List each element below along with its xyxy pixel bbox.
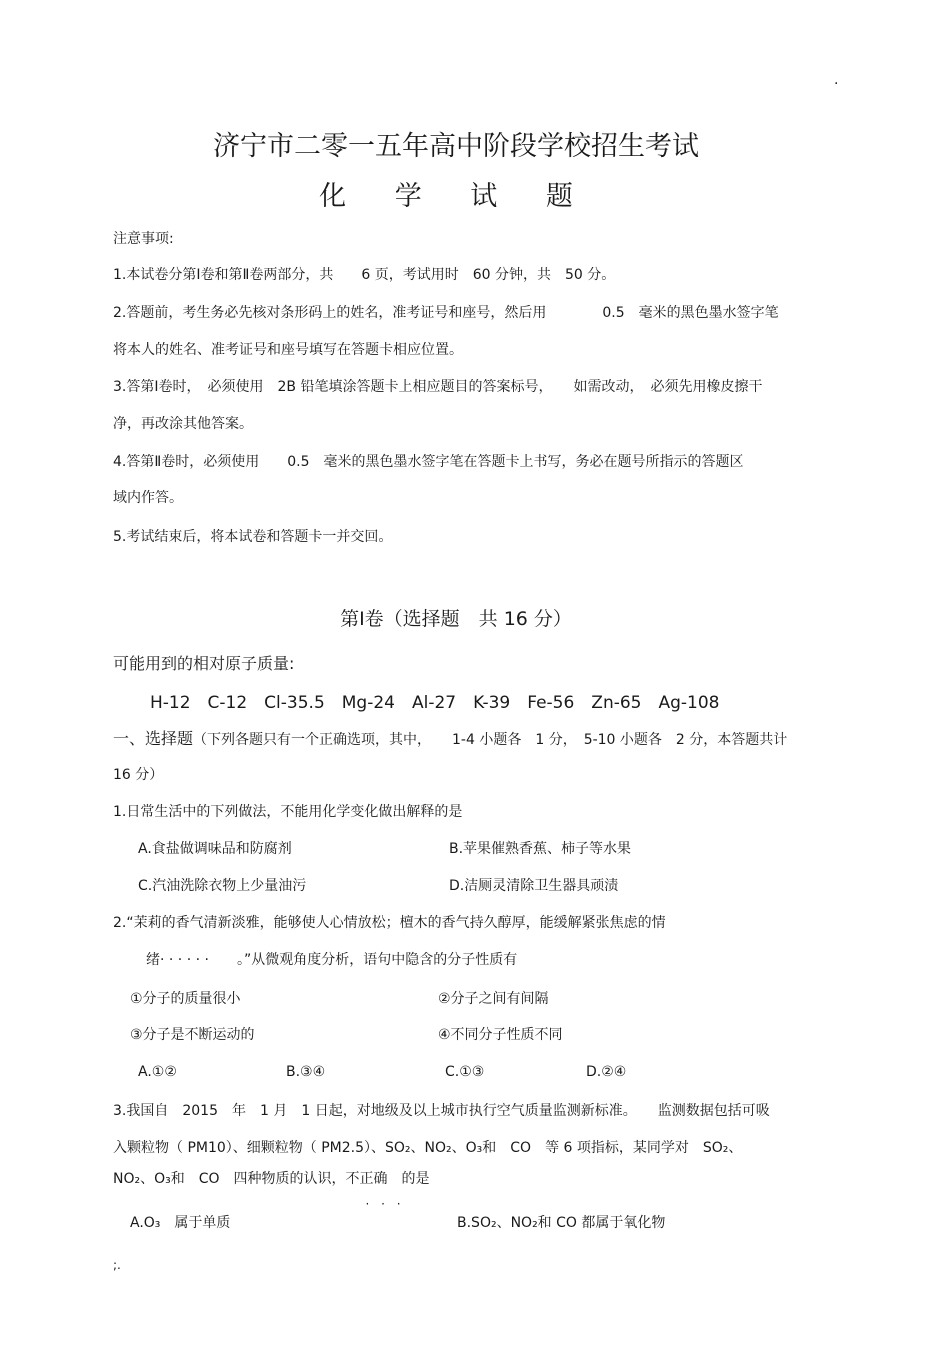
notice-item-5: 5.考试结束后，将本试卷和答题卡一并交回。 xyxy=(113,529,393,545)
question-2-statement-4: ④不同分子性质不同 xyxy=(438,1027,563,1043)
footer-mark: ;. xyxy=(113,1258,121,1272)
exam-subject: 化 学 试 题 xyxy=(319,181,593,212)
question-2-stem-line-1: 2.“茉莉的香气清新淡雅，能够使人心情放松；檀木的香气持久醇厚，能缓解紧张焦虑的情 xyxy=(113,915,666,931)
atomic-mass-heading: 可能用到的相对原子质量: xyxy=(113,654,295,673)
question-2-statement-2: ②分子之间有间隔 xyxy=(438,991,549,1007)
question-2-statement-1: ①分子的质量很小 xyxy=(130,991,241,1007)
question-2-option-c: C.①③ xyxy=(445,1064,485,1080)
question-1-option-b: B.苹果催熟香蕉、柿子等水果 xyxy=(449,841,632,857)
notice-item-1: 1.本试卷分第Ⅰ卷和第Ⅱ卷两部分，共 6 页，考试用时 60 分钟，共 50 分。 xyxy=(113,267,616,283)
notice-item-3-line-2: 净，再改涂其他答案。 xyxy=(113,416,253,432)
emphasis-dots: · · · xyxy=(365,1197,405,1211)
notice-item-3-line-1: 3.答第Ⅰ卷时， 必须使用 2B 铅笔填涂答题卡上相应题目的答案标号， 如需改动， 必须先用橡皮擦干 xyxy=(113,379,763,395)
question-1-option-d: D.洁厕灵清除卫生器具顽渍 xyxy=(449,878,619,894)
question-2-option-b: B.③④ xyxy=(286,1064,326,1080)
corner-mark: · xyxy=(834,76,839,92)
question-1-option-a: A.食盐做调味品和防腐剂 xyxy=(138,841,292,857)
notice-item-4-line-1: 4.答第Ⅱ卷时，必须使用 0.5 毫米的黑色墨水签字笔在答题卡上书写，务必在题号所指示的答题区 xyxy=(113,454,744,470)
question-3-stem-end: 的是 xyxy=(401,1171,430,1187)
part-1-title: 一、选择题 xyxy=(113,729,194,748)
question-3-option-b: B.SO₂、NO₂和 CO 都属于氧化物 xyxy=(457,1215,666,1231)
question-2-option-d: D.②④ xyxy=(586,1064,627,1080)
question-2-option-a: A.①② xyxy=(138,1064,177,1080)
question-2-stem-line-2: 绪· · · · · · 。”从微观角度分析，语句中隐含的分子性质有 xyxy=(146,952,518,968)
atomic-mass-list: H-12 C-12 Cl-35.5 Mg-24 Al-27 K-39 Fe-56 Zn-65 Ag-108 xyxy=(150,693,720,713)
question-3-stem-text: NO₂、O₃和 CO 四种物质的认识，不正确 xyxy=(113,1171,388,1187)
notice-item-4-line-2: 域内作答。 xyxy=(113,490,183,506)
notice-item-2-line-2: 将本人的姓名、准考证号和座号填写在答题卡相应位置。 xyxy=(113,342,463,358)
question-3-stem-line-3 xyxy=(113,1168,430,1211)
question-3-option-a: A.O₃ 属于单质 xyxy=(130,1215,231,1231)
question-1-stem: 1.日常生活中的下列做法，不能用化学变化做出解释的是 xyxy=(113,804,463,820)
question-3-stem-line-1: 3.我国自 2015 年 1 月 1 日起，对地级及以上城市执行空气质量监测新标准。 监测数据包括可吸 xyxy=(113,1103,770,1119)
question-1-option-c: C.汽油洗除衣物上少量油污 xyxy=(138,878,307,894)
question-3-stem-line-2: 入颗粒物（ PM10）、细颗粒物（ PM2.5）、SO₂、NO₂、O₃和 CO 等 6 项指标，某同学对 SO₂、 xyxy=(113,1140,743,1156)
part-1-description-cont: 16 分） xyxy=(113,767,164,783)
notice-item-2-line-1: 2.答题前，考生务必先核对条形码上的姓名，准考证号和座号，然后用 0.5 毫米的黑色墨水签字笔 xyxy=(113,305,779,321)
notice-heading: 注意事项: xyxy=(113,231,174,247)
part-1-description: （下列各题只有一个正确选项，其中， 1-4 小题各 1 分， 5-10 小题各 2 分，本答题共计 xyxy=(193,732,788,748)
exam-title: 济宁市二零一五年高中阶段学校招生考试 xyxy=(213,131,699,162)
question-2-statement-3: ③分子是不断运动的 xyxy=(130,1027,255,1043)
section-1-title: 第Ⅰ卷（选择题 共 16 分） xyxy=(340,608,572,630)
